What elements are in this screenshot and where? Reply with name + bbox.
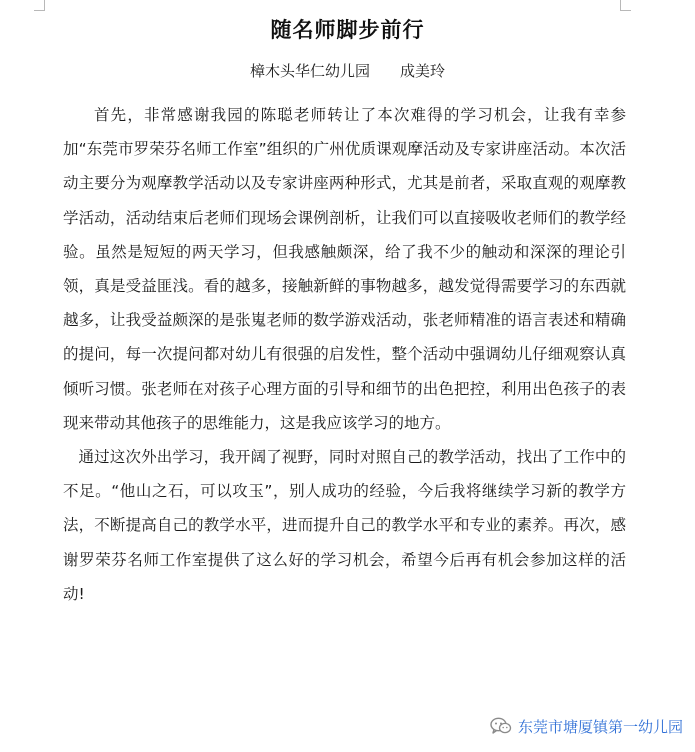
document-body (63, 98, 626, 611)
watermark-label: 东莞市塘厦镇第一幼儿园 (517, 717, 683, 736)
paragraph-2: 通过这次外出学习，我开阔了视野，同时对照自己的教学活动，找出了工作中的不足。“他山之石，可以攻玉”，别人成功的经验，今后我将继续学习新的教学方法，不断提高自己的教学水平，进而提升自己的教学水平和专业的素养。再次，感谢罗荣芬名师工作室提供了这么好的学习机会，希望今后再有机会参加这样的活动! (63, 448, 626, 603)
document-title: 随名师脚步前行 (270, 18, 425, 42)
wechat-icon (490, 717, 512, 735)
document-byline (0, 60, 695, 81)
byline-school: 樟木头华仁幼儿园 (249, 62, 370, 80)
page-corner-mark-right (620, 0, 631, 11)
byline-author: 成美玲 (400, 62, 446, 80)
page-corner-mark-left (34, 0, 45, 11)
paragraph-1: 首先，非常感谢我园的陈聪老师转让了本次难得的学习机会，让我有幸参加“东莞市罗荣芬名师工作室”组织的广州优质课观摩活动及专家讲座活动。本次活动主要分为观摩教学活动以及专家讲座两种形式，尤其是前者，采取直观的观摩教学活动，活动结束后老师们现场会课例剖析，让我们可以直接吸收老师们的教学经验。虽然是短短的两天学习，但我感触颇深，给了我不少的触动和深深的理论引领，真是受益匪浅。看的越多，接触新鲜的事物越多，越发觉得需要学习的东西就越多，让我受益颇深的是张嵬老师的数学游戏活动，张老师精准的语言表述和精确的提问，每一次提问都对幼儿有很强的启发性，整个活动中强调幼儿仔细观察认真倾听习惯。张老师在对孩子心理方面的引导和细节的出色把控，利用出色孩子的表现来带动其他孩子的思维能力，这是我应该学习的地方。 (63, 106, 626, 432)
account-watermark (488, 714, 685, 738)
